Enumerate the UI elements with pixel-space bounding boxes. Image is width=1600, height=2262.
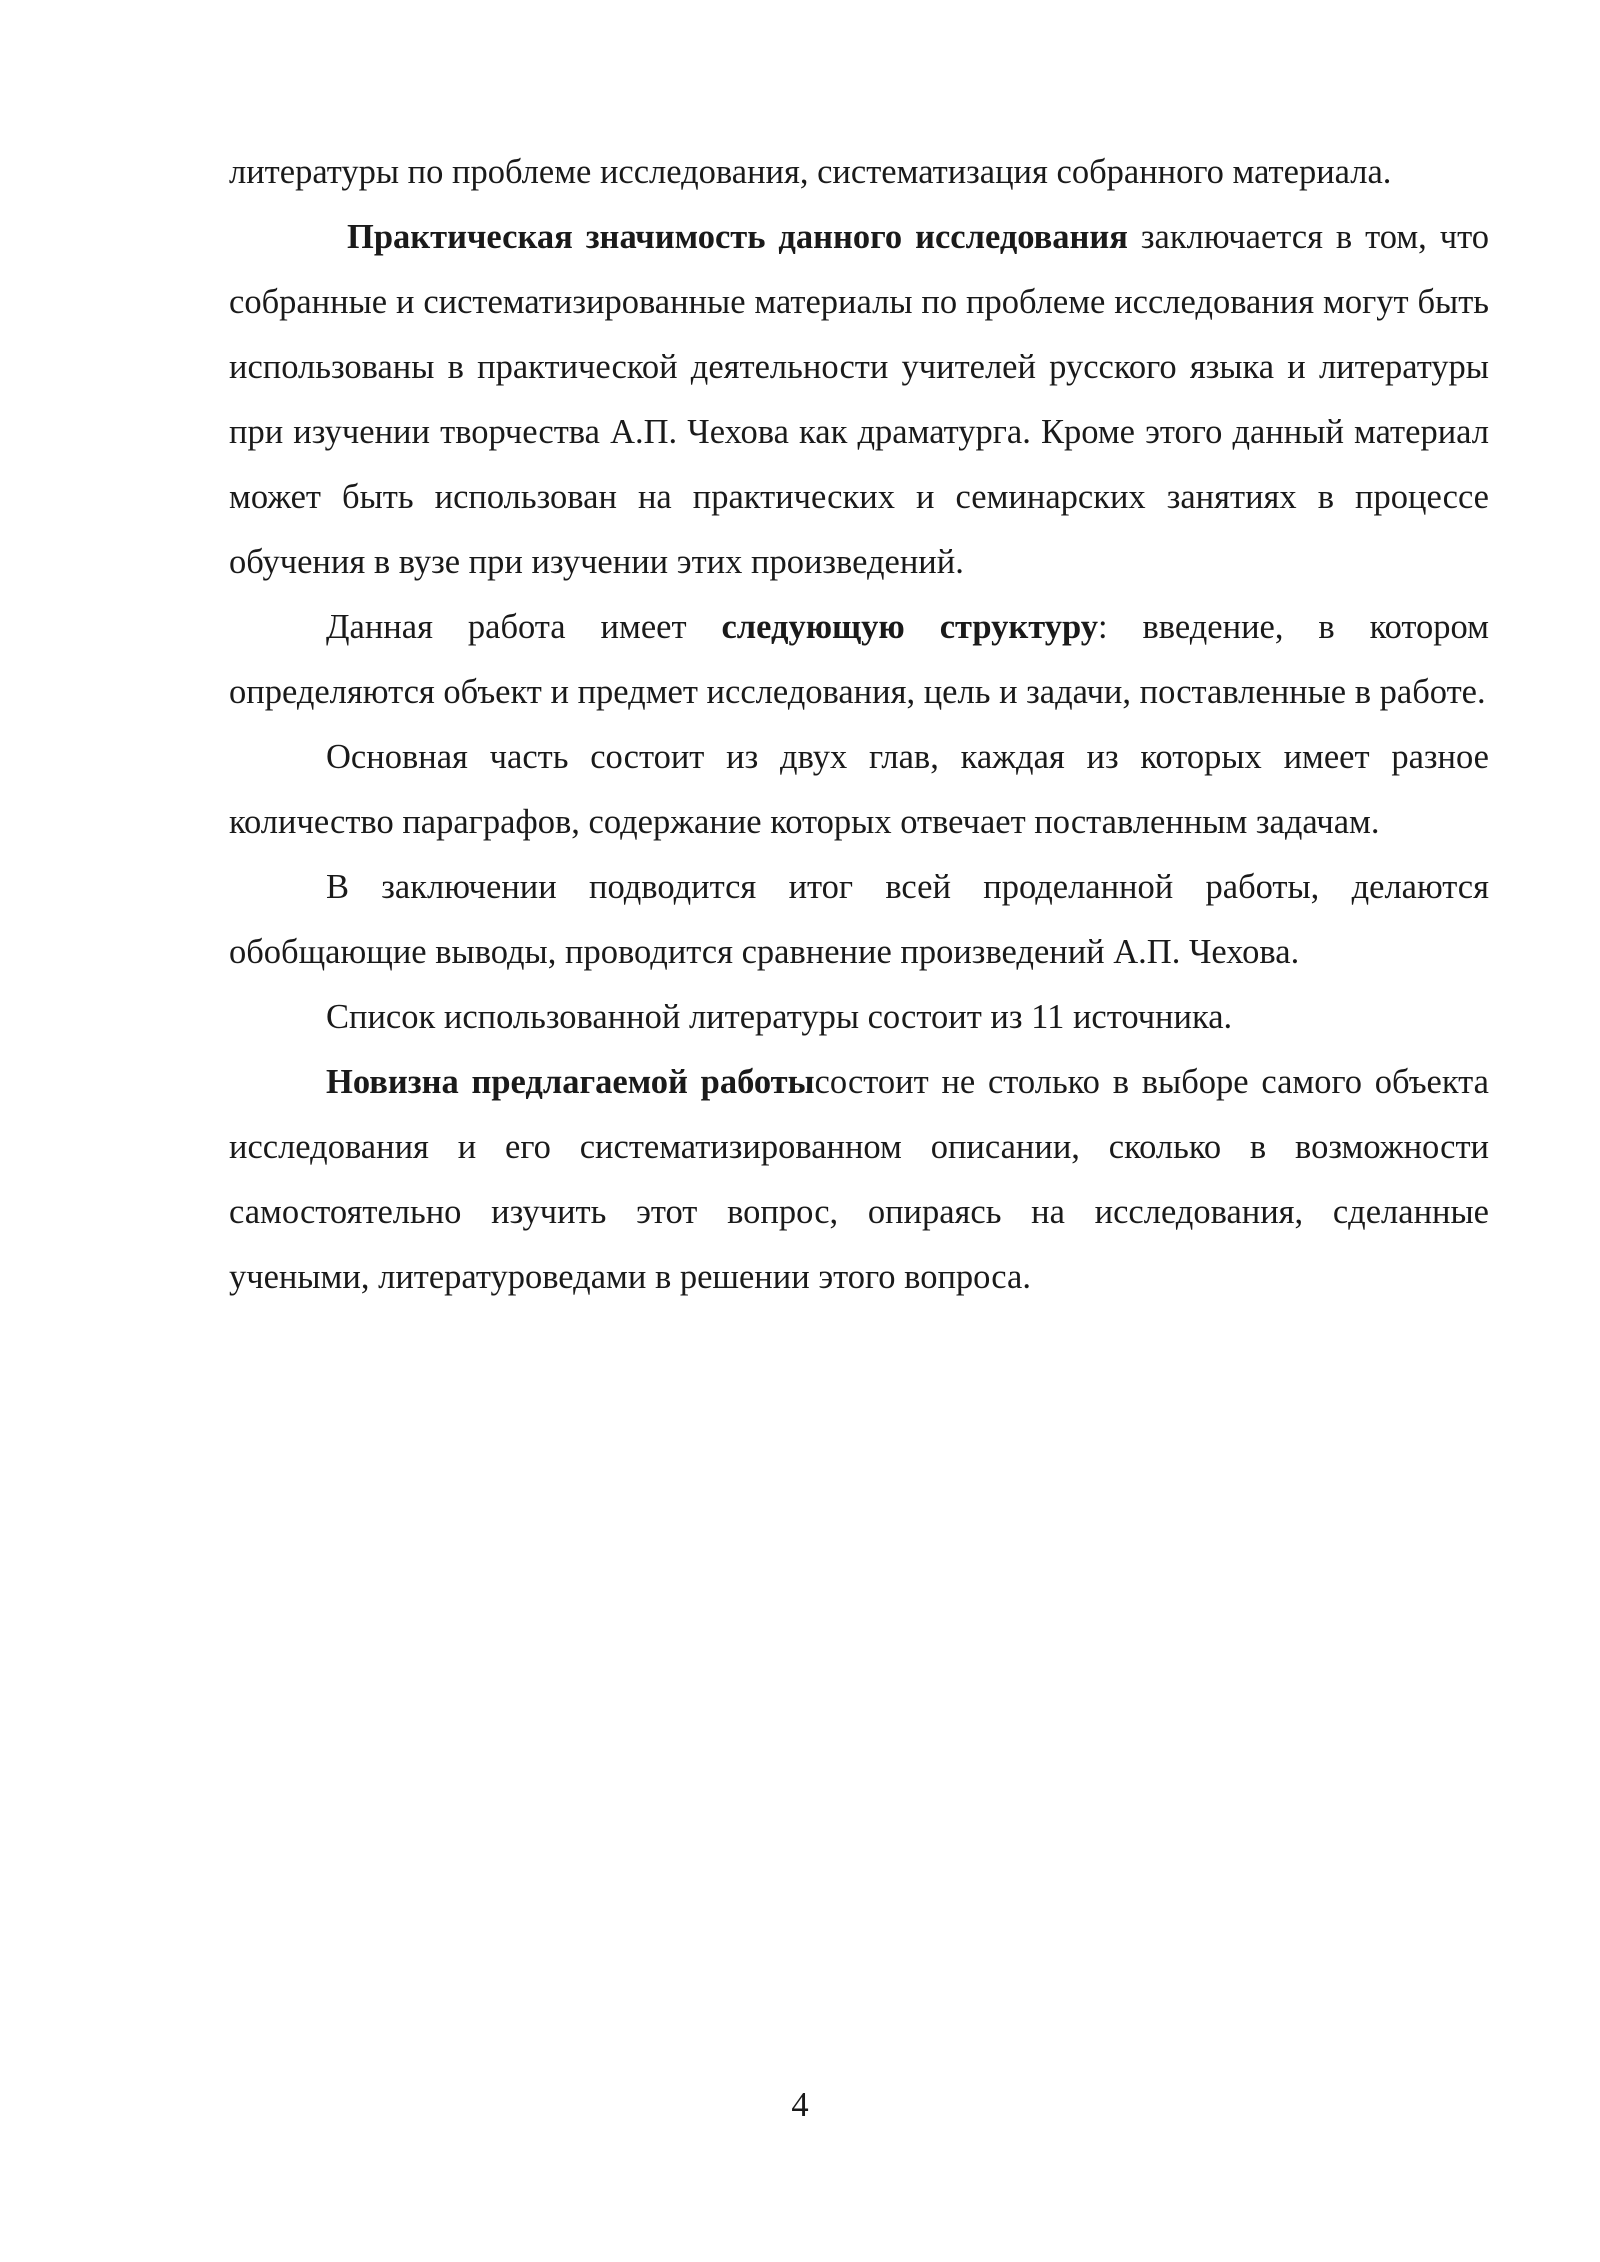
- paragraph-conclusion: [229, 855, 1489, 985]
- paragraph-text: В заключении подводится итог всей проделанной работы, делаются обобщающие выводы, проводится сравнение произведений А.П. Чехова.: [229, 868, 1489, 971]
- paragraph-main-part: [229, 725, 1489, 855]
- page-number: 4: [791, 2086, 809, 2124]
- paragraph-practical-significance: [229, 205, 1489, 595]
- paragraph-text: Основная часть состоит из двух глав, каждая из которых имеет разное количество параграфов, содержание которых отвечает поставленным задачам.: [229, 738, 1489, 841]
- paragraph-bold-heading: Практическая значимость данного исследования: [347, 218, 1128, 256]
- body-text: [229, 140, 1489, 1310]
- paragraph-lead: Данная работа имеет: [326, 608, 722, 646]
- paragraph-novelty: [229, 1050, 1489, 1310]
- paragraph-bold-heading: Новизна предлагаемой работы: [326, 1063, 815, 1101]
- paragraph-continuation: [229, 140, 1489, 205]
- paragraph-bibliography: [229, 985, 1489, 1050]
- paragraph-text: литературы по проблеме исследования, систематизация собранного материала.: [229, 153, 1392, 191]
- paragraph-structure: [229, 595, 1489, 725]
- paragraph-bold-heading: следующую структуру: [721, 608, 1098, 646]
- paragraph-text: : введение, в котором определяются объект и предмет исследования, цель и задачи, поставленные в работе.: [229, 608, 1489, 711]
- paragraph-text: заключается в том, что собранные и систематизированные материалы по проблеме исследования могут быть использованы в практической деятельности учителей русского языка и литературы при изучении творчества А.П. Чехова как драматурга. Кроме этого данный материал может быть использован на практических и семинарских занятиях в процессе обучения в вузе при изучении этих произведений.: [229, 218, 1489, 581]
- paragraph-text: Список использованной литературы состоит из 11 источника.: [326, 998, 1233, 1036]
- paragraph-text: состоит не столько в выборе самого объекта исследования и его систематизированном описании, сколько в возможности самостоятельно изучить этот вопрос, опираясь на исследования, сделанные учеными, литературоведами в решении этого вопроса.: [229, 1063, 1489, 1296]
